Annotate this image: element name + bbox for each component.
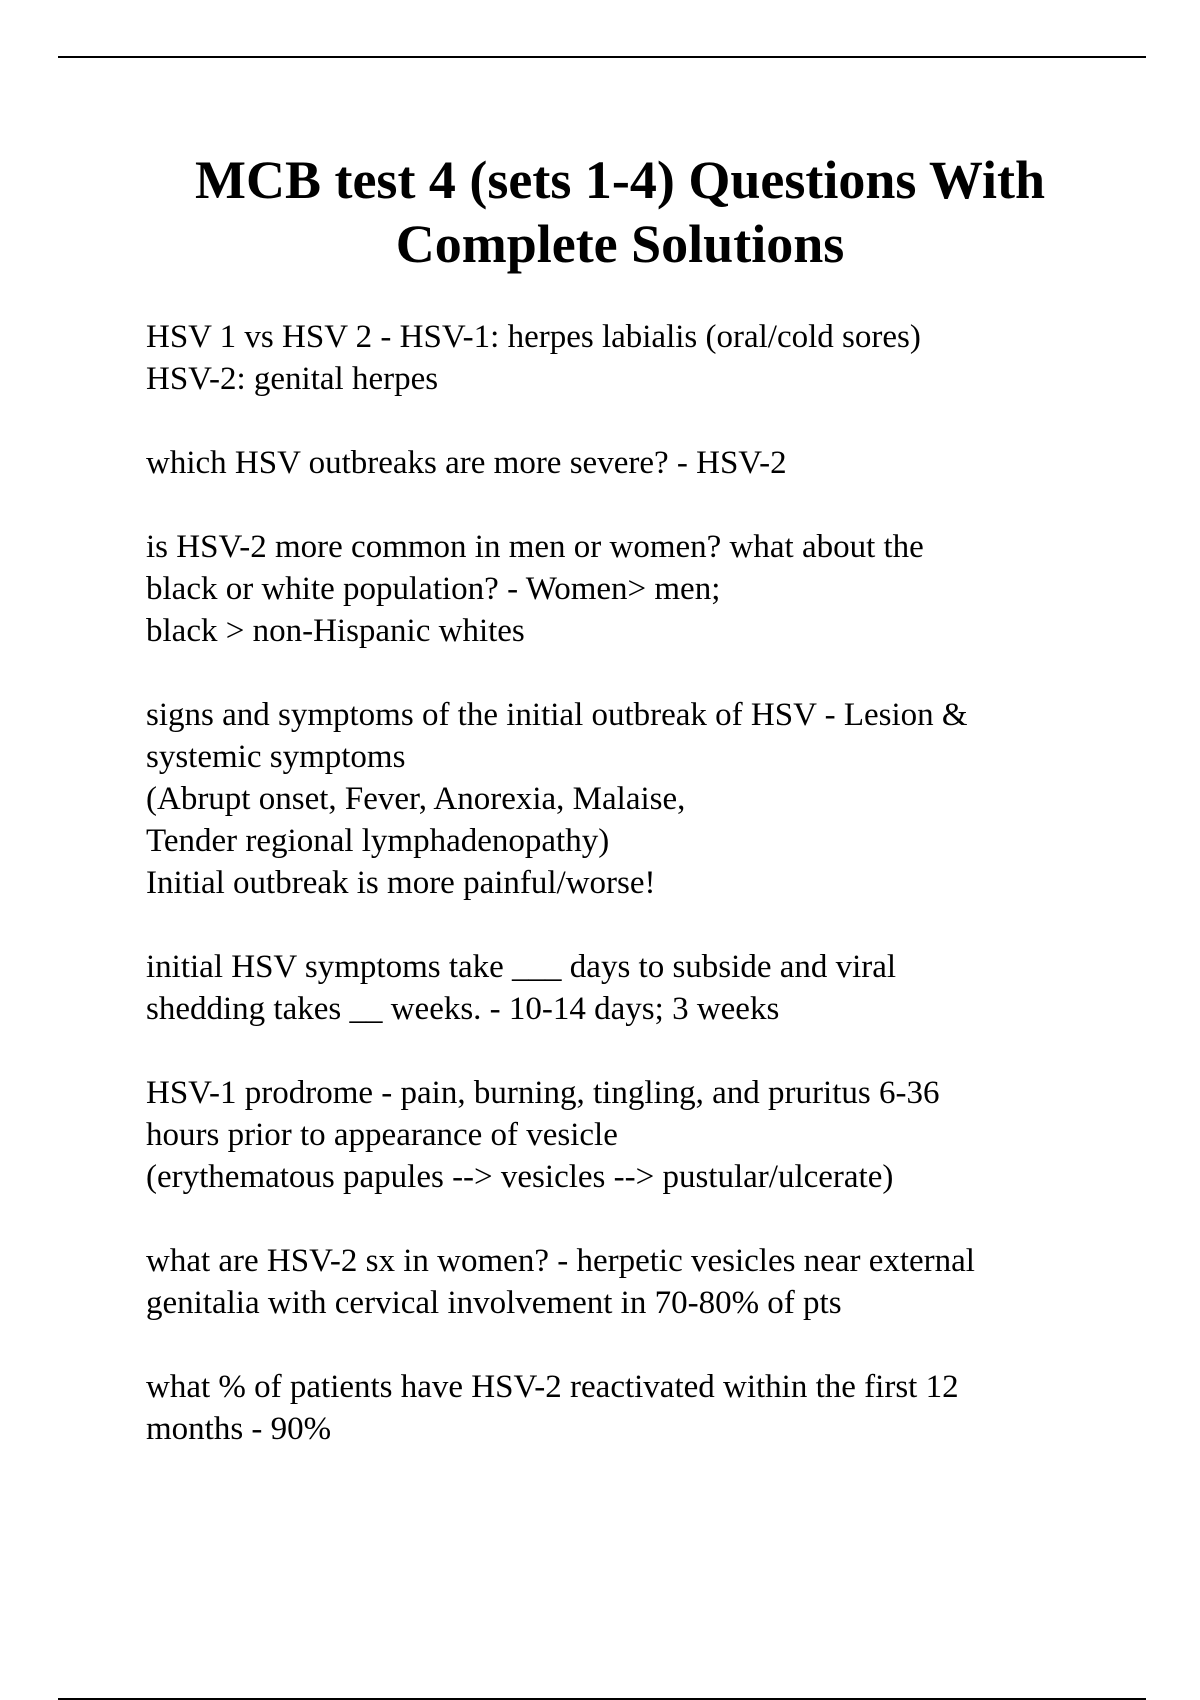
title-line: Complete Solutions: [395, 214, 845, 274]
qa-entry: [146, 1240, 1146, 1324]
qa-entry: [146, 946, 1146, 1030]
qa-line: genitalia with cervical involvement in 70-80% of pts: [146, 1285, 842, 1321]
qa-entry: [146, 526, 1146, 652]
top-divider: [58, 56, 1146, 58]
qa-line: HSV-2: genital herpes: [146, 361, 439, 397]
qa-entry: [146, 316, 1146, 400]
qa-line: shedding takes __ weeks. - 10-14 days; 3 weeks: [146, 991, 780, 1027]
qa-entry: [146, 1366, 1146, 1450]
qa-line: HSV 1 vs HSV 2 - HSV-1: herpes labialis (oral/cold sores): [146, 319, 921, 355]
qa-line: black or white population? - Women> men;: [146, 571, 721, 607]
qa-line: systemic symptoms: [146, 739, 406, 775]
qa-line: Tender regional lymphadenopathy): [146, 823, 610, 859]
qa-line: signs and symptoms of the initial outbreak of HSV - Lesion &: [146, 697, 968, 733]
qa-entry: [146, 694, 1146, 904]
qa-line: hours prior to appearance of vesicle: [146, 1117, 618, 1153]
qa-line: months - 90%: [146, 1411, 332, 1447]
qa-line: Initial outbreak is more painful/worse!: [146, 865, 656, 901]
qa-line: HSV-1 prodrome - pain, burning, tingling, and pruritus 6-36: [146, 1075, 940, 1111]
qa-entry: [146, 442, 1146, 484]
qa-line: is HSV-2 more common in men or women? what about the: [146, 529, 924, 565]
qa-line: (Abrupt onset, Fever, Anorexia, Malaise,: [146, 781, 686, 817]
qa-entry: [146, 1072, 1146, 1198]
qa-line: which HSV outbreaks are more severe? - HSV-2: [146, 445, 787, 481]
qa-line: black > non-Hispanic whites: [146, 613, 525, 649]
title-line: MCB test 4 (sets 1-4) Questions With: [195, 150, 1045, 210]
qa-line: what % of patients have HSV-2 reactivated within the first 12: [146, 1369, 959, 1405]
qa-line: initial HSV symptoms take ___ days to subside and viral: [146, 949, 897, 985]
qa-line: what are HSV-2 sx in women? - herpetic vesicles near external: [146, 1243, 975, 1279]
document-title: [80, 148, 1160, 276]
qa-line: (erythematous papules --> vesicles --> pustular/ulcerate): [146, 1159, 894, 1195]
qa-list: [146, 316, 1146, 1492]
